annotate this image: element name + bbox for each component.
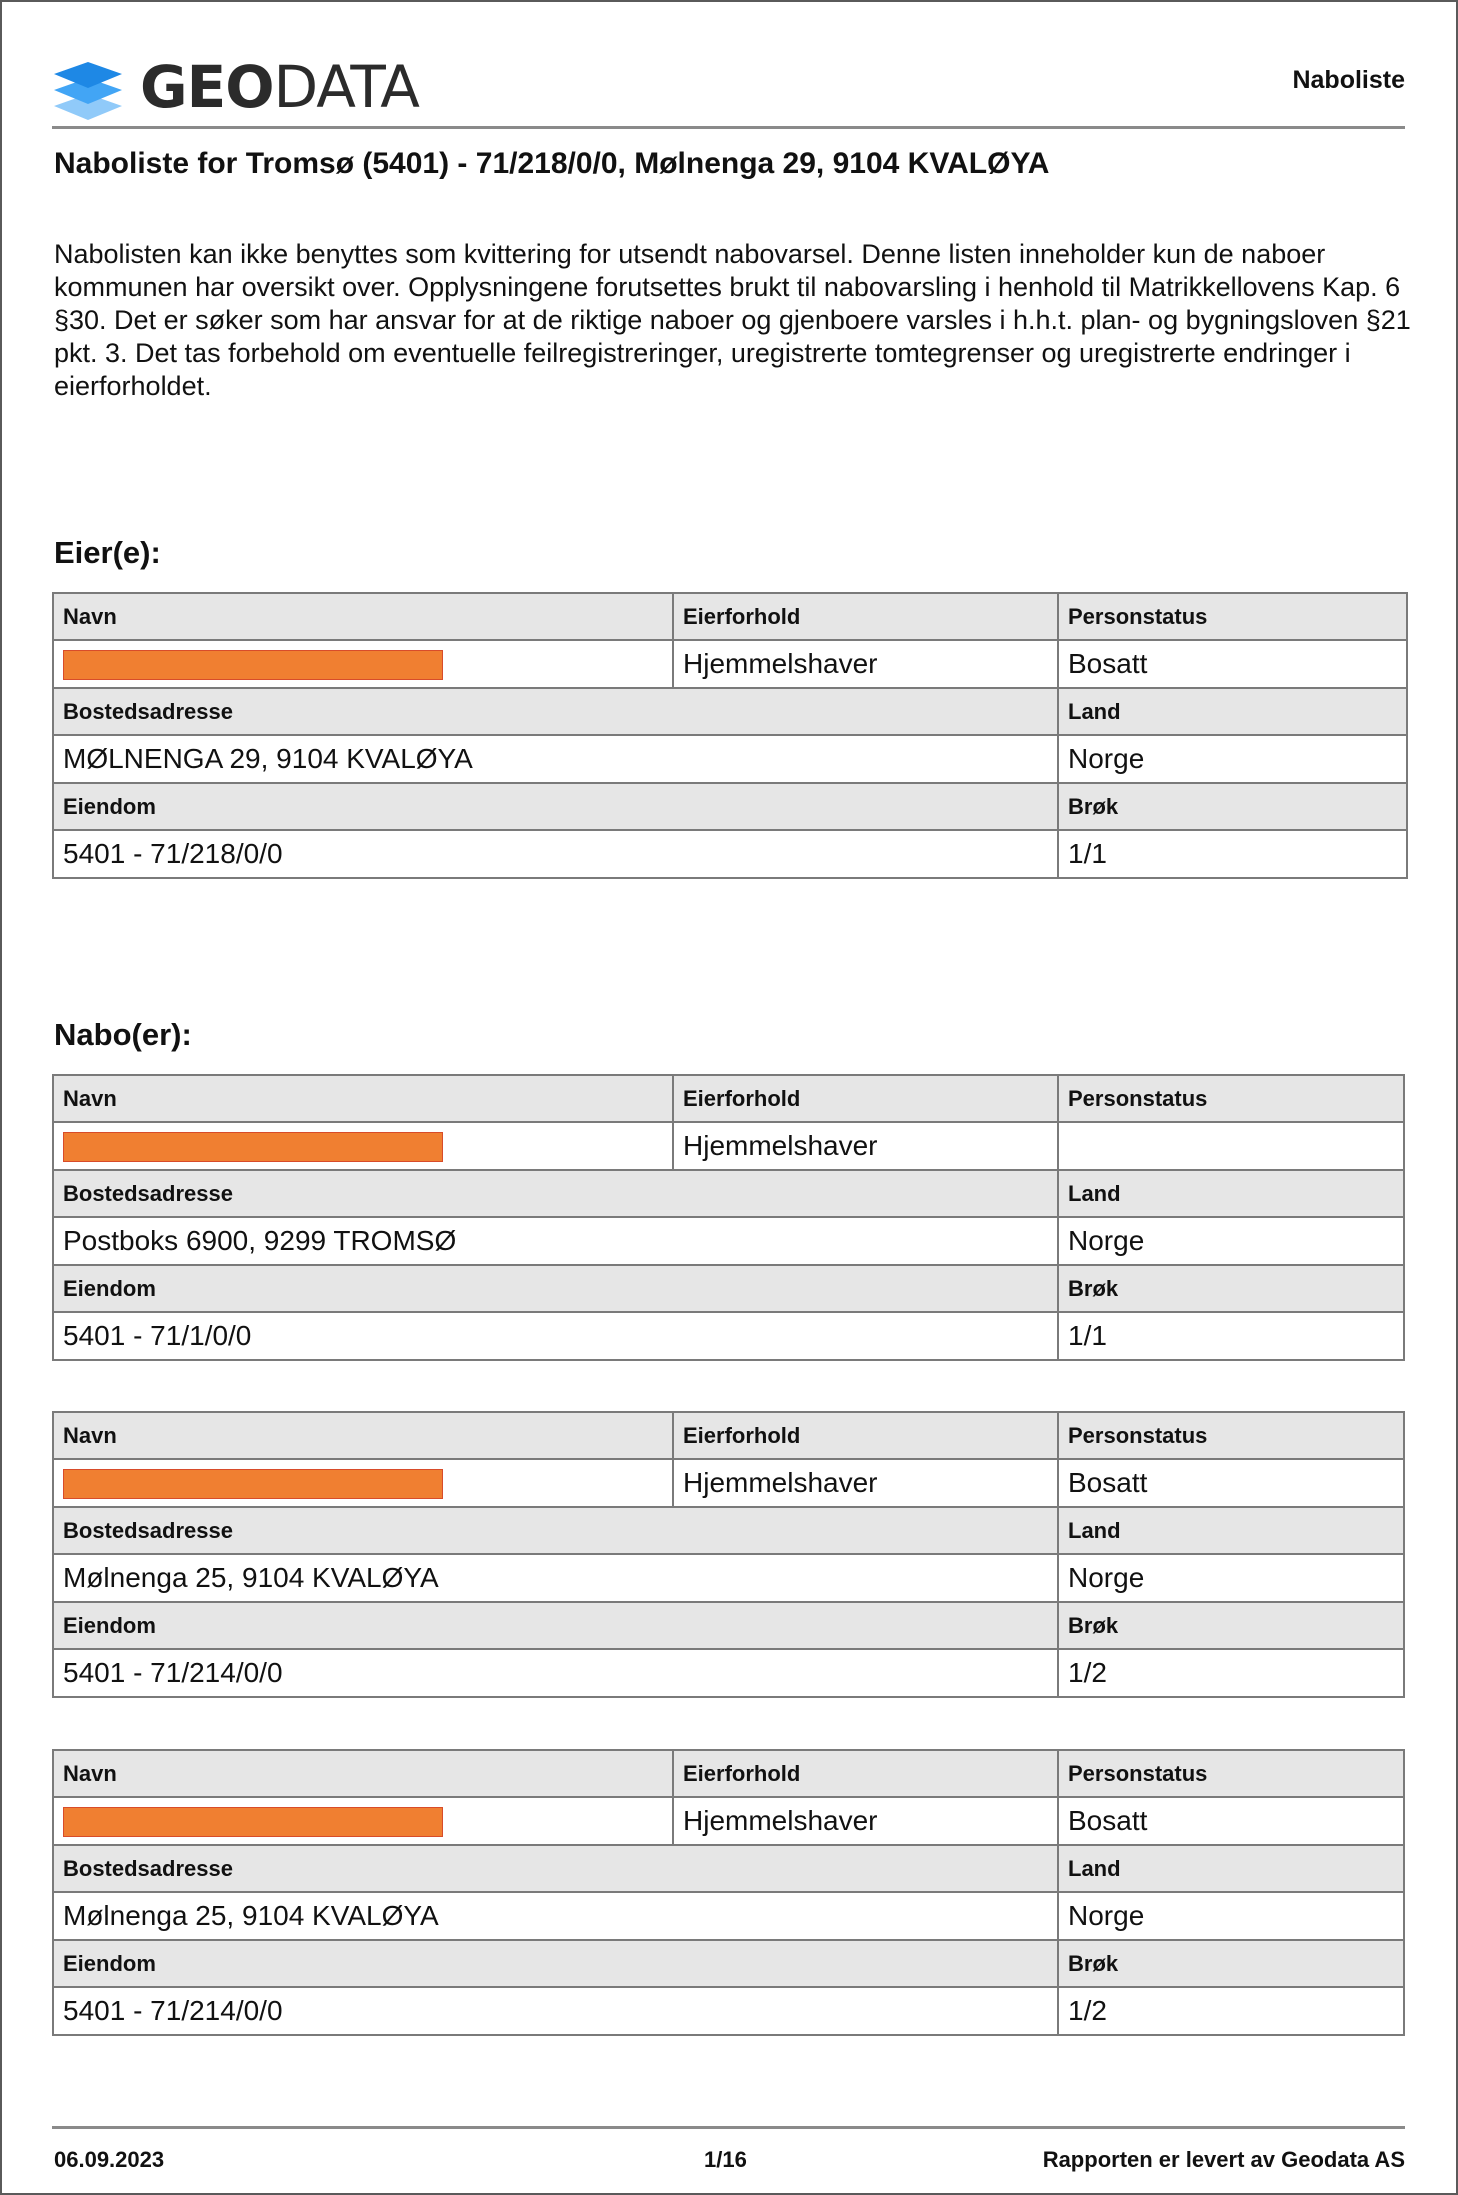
eierforhold-value: Hjemmelshaver	[673, 640, 1058, 688]
eiendom-value: 5401 - 71/214/0/0	[53, 1649, 1058, 1697]
owner-record	[52, 592, 1408, 879]
header-eiendom: Eiendom	[53, 783, 1058, 830]
redacted-name	[63, 1807, 443, 1837]
header-eiendom: Eiendom	[53, 1940, 1058, 1987]
bostedsadresse-value: MØLNENGA 29, 9104 KVALØYA	[53, 735, 1058, 783]
page-footer	[52, 2126, 1405, 2172]
header-land: Land	[1058, 1845, 1404, 1892]
layers-logo-icon	[52, 52, 124, 122]
header-eierforhold: Eierforhold	[673, 1075, 1058, 1122]
eierforhold-value: Hjemmelshaver	[673, 1797, 1058, 1845]
redacted-name	[63, 650, 443, 680]
navn-cell	[53, 640, 673, 688]
header-personstatus: Personstatus	[1058, 593, 1407, 640]
header-brok: Brøk	[1058, 783, 1407, 830]
navn-cell	[53, 1459, 673, 1507]
personstatus-value: Bosatt	[1058, 1797, 1404, 1845]
land-value: Norge	[1058, 1217, 1404, 1265]
personstatus-value: Bosatt	[1058, 640, 1407, 688]
eierforhold-value: Hjemmelshaver	[673, 1122, 1058, 1170]
land-value: Norge	[1058, 1554, 1404, 1602]
header-brok: Brøk	[1058, 1940, 1404, 1987]
header-bostedsadresse: Bostedsadresse	[53, 1170, 1058, 1217]
report-date: 06.09.2023	[54, 2147, 165, 2172]
document-type: Naboliste	[1292, 66, 1405, 94]
neighbor-record-1	[52, 1074, 1405, 1361]
header-land: Land	[1058, 1507, 1404, 1554]
provider-credit: Rapporten er levert av Geodata AS	[1042, 2147, 1405, 2172]
header-land: Land	[1058, 1170, 1404, 1217]
neighbor-record-2	[52, 1411, 1405, 1698]
brok-value: 1/2	[1058, 1987, 1404, 2035]
eiendom-value: 5401 - 71/214/0/0	[53, 1987, 1058, 2035]
page-number: 1/16	[704, 2147, 747, 2172]
header-navn: Navn	[53, 1075, 673, 1122]
brok-value: 1/1	[1058, 1312, 1404, 1360]
header-brok: Brøk	[1058, 1602, 1404, 1649]
header-navn: Navn	[53, 1750, 673, 1797]
eiendom-value: 5401 - 71/1/0/0	[53, 1312, 1058, 1360]
redacted-name	[63, 1469, 443, 1499]
geodata-logo	[52, 52, 419, 122]
bostedsadresse-value: Mølnenga 25, 9104 KVALØYA	[53, 1554, 1058, 1602]
navn-cell	[53, 1797, 673, 1845]
bostedsadresse-value: Postboks 6900, 9299 TROMSØ	[53, 1217, 1058, 1265]
header-eiendom: Eiendom	[53, 1265, 1058, 1312]
logo-word-data: DATA	[273, 53, 419, 121]
neighbor-record-3	[52, 1749, 1405, 2036]
eiendom-value: 5401 - 71/218/0/0	[53, 830, 1058, 878]
header-bostedsadresse: Bostedsadresse	[53, 1507, 1058, 1554]
header-land: Land	[1058, 688, 1407, 735]
header-eierforhold: Eierforhold	[673, 1750, 1058, 1797]
navn-cell	[53, 1122, 673, 1170]
personstatus-value	[1058, 1122, 1404, 1170]
brok-value: 1/1	[1058, 830, 1407, 878]
header-eiendom: Eiendom	[53, 1602, 1058, 1649]
neighbors-section-title: Nabo(er):	[54, 1017, 192, 1052]
personstatus-value: Bosatt	[1058, 1459, 1404, 1507]
header-personstatus: Personstatus	[1058, 1750, 1404, 1797]
redacted-name	[63, 1132, 443, 1162]
land-value: Norge	[1058, 735, 1407, 783]
land-value: Norge	[1058, 1892, 1404, 1940]
header-bostedsadresse: Bostedsadresse	[53, 688, 1058, 735]
logo-word-geo: GEO	[140, 53, 274, 121]
bostedsadresse-value: Mølnenga 25, 9104 KVALØYA	[53, 1892, 1058, 1940]
brok-value: 1/2	[1058, 1649, 1404, 1697]
logo-wordmark	[140, 53, 419, 121]
header-bostedsadresse: Bostedsadresse	[53, 1845, 1058, 1892]
header-navn: Navn	[53, 593, 673, 640]
eierforhold-value: Hjemmelshaver	[673, 1459, 1058, 1507]
header-eierforhold: Eierforhold	[673, 593, 1058, 640]
page-header	[52, 48, 1405, 129]
header-eierforhold: Eierforhold	[673, 1412, 1058, 1459]
owners-section-title: Eier(e):	[54, 535, 161, 570]
header-personstatus: Personstatus	[1058, 1075, 1404, 1122]
header-personstatus: Personstatus	[1058, 1412, 1404, 1459]
header-navn: Navn	[53, 1412, 673, 1459]
document-title: Naboliste for Tromsø (5401) - 71/218/0/0, Mølnenga 29, 9104 KVALØYA	[54, 147, 1050, 180]
header-brok: Brøk	[1058, 1265, 1404, 1312]
intro-paragraph: Nabolisten kan ikke benyttes som kvittering for utsendt nabovarsel. Denne listen inneholder kun de naboer kommunen har oversikt over. Opplysningene forutsettes brukt til nabovarsling i henhold til Matrikkellovens Kap. 6 §30. Det er søker som har ansvar for at de riktige naboer og gjenboere varsles i h.h.t. plan- og bygningsloven §21 pkt. 3. Det tas forbehold om eventuelle feilregistreringer, uregistrerte tomtegrenser og uregistrerte endringer i eierforholdet.	[54, 239, 1411, 401]
